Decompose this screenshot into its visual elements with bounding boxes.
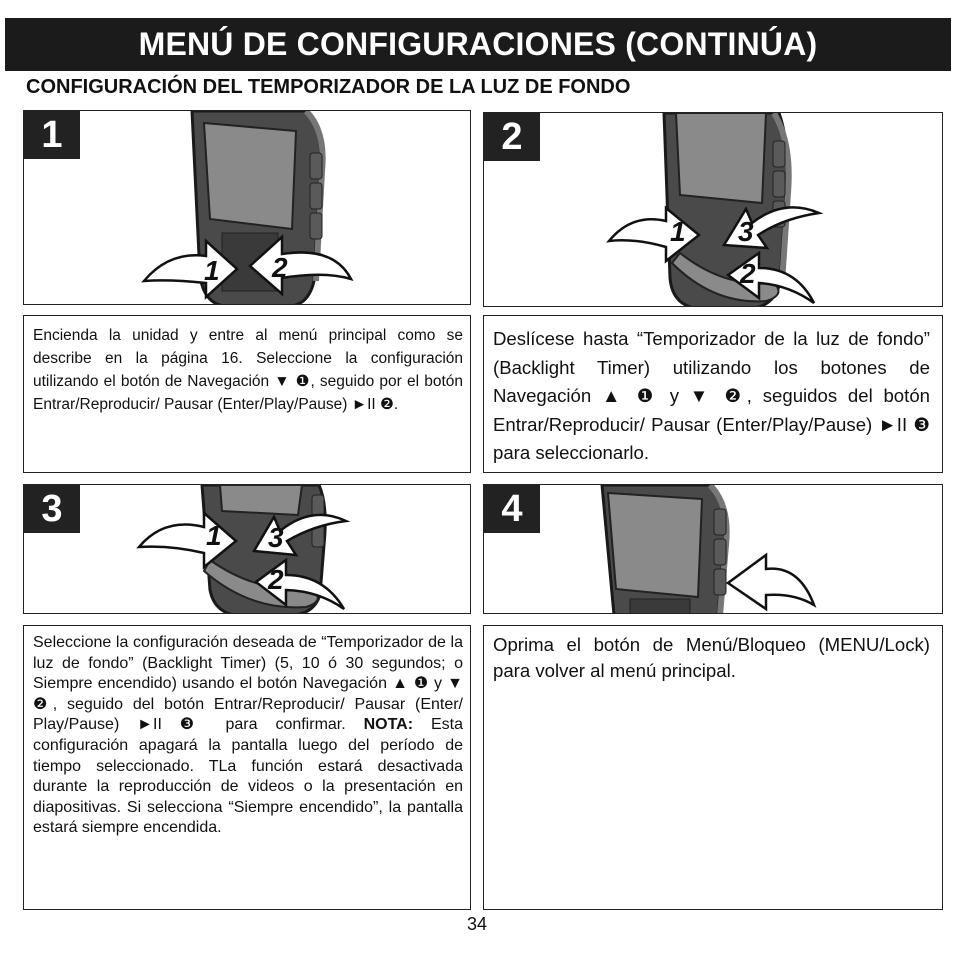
page-header: [5, 18, 951, 71]
step-number-badge: 1: [24, 111, 80, 159]
step-2-text: Deslícese hasta “Temporizador de la luz de fondo” (Backlight Timer) utilizando los botones de Navegación ▲ ❶ y ▼ ❷, seguidos del botón Entrar/Reproducir/ Pausar (Enter/Play/Pause) ►II ❸ para seleccionarlo.: [493, 328, 930, 463]
arrow-label: 2: [268, 564, 284, 595]
note-label: NOTA:: [363, 716, 414, 734]
device-illustration: [24, 485, 471, 614]
step-3-illustration: [23, 484, 471, 614]
step-4-text: Oprima el botón de Menú/Bloqueo (MENU/Lock) para volver al menú principal.: [493, 634, 930, 681]
arrow-label: 3: [738, 216, 754, 247]
step-2-illustration: [483, 112, 943, 307]
arrow-icon: [728, 555, 814, 609]
step-1-text: Encienda la unidad y entre al menú principal como se describe en la página 16. Seleccione la configuración utilizando el botón de Navegación ▼ ❶, seguido por el botón Entrar/Reproducir/ Pausar (Enter/Play/Pause) ►II ❷.: [33, 327, 463, 413]
page-title: MENÚ DE CONFIGURACIONES (CONTINÚA): [138, 26, 818, 62]
step-number-badge: 2: [484, 113, 540, 161]
step-3-note-text: Esta configuración apagará la pantalla luego del período de tiempo seleccionado. TLa función estará desactivada durante la reproducción de videos o la presentación en diapositivas. Si selecciona “Siempre encendido”, la pantalla estará siempre encendida.: [33, 716, 463, 837]
section-title: CONFIGURACIÓN DEL TEMPORIZADOR DE LA LUZ DE FONDO: [26, 76, 631, 98]
page-number: 34: [466, 914, 488, 934]
device-illustration: [24, 111, 471, 305]
step-4-description: [483, 625, 943, 910]
arrow-label: 1: [206, 520, 222, 551]
step-3-text: [33, 633, 463, 839]
step-number-badge: 3: [24, 485, 80, 533]
step-number-badge: 4: [484, 485, 540, 533]
step-4-illustration: [483, 484, 943, 614]
arrow-label: 3: [268, 522, 284, 553]
step-2-description: [483, 315, 943, 473]
arrow-label: 1: [204, 255, 220, 286]
device-illustration: [484, 485, 943, 614]
device-illustration: [484, 113, 943, 307]
arrow-label: 2: [740, 258, 756, 289]
step-3-text-main: Seleccione la configuración deseada de “Temporizador de la luz de fondo” (Backlight Timer) (5, 10 ó 30 segundos; o Siempre encendido) usando el botón Navegación ▲ ❶ y ▼ ❷, seguido del botón Entrar/Reproducir/ Pausar (Enter/ Play/Pause) ►II ❸ para confirmar.: [33, 634, 463, 734]
step-3-description: [23, 625, 471, 910]
step-1-description: [23, 315, 471, 473]
arrow-label: 1: [670, 216, 686, 247]
step-1-illustration: [23, 110, 471, 305]
arrow-label: 2: [272, 252, 288, 283]
